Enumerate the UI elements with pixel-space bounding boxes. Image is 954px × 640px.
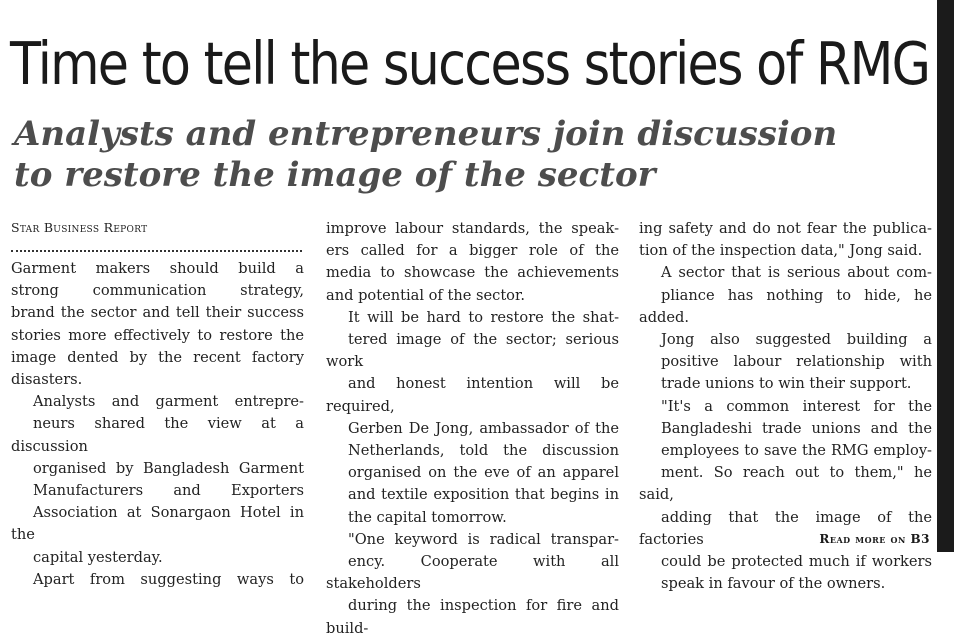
text-line: It will be hard to restore the shat-	[348, 308, 619, 326]
text-line: image dented by the recent factory	[11, 348, 304, 366]
text-line: positive labour relationship with	[661, 353, 932, 371]
text-line: and honest intention will be required,	[326, 375, 619, 415]
text-line: ing safety and do not fear the publica-	[639, 220, 932, 237]
text-line: strong communication strategy,	[11, 282, 304, 300]
text-line: speak in favour of the owners.	[661, 575, 886, 593]
article-column-2	[326, 218, 619, 640]
text-line: organised on the eve of an apparel	[348, 464, 619, 482]
text-line: could be protected much if workers	[661, 553, 932, 571]
text-line: disasters.	[11, 371, 83, 389]
text-line: ers called for a bigger role of the	[326, 242, 619, 260]
paragraph	[326, 529, 619, 640]
text-line: Analysts and garment entrepre-	[33, 393, 304, 411]
text-line: capital yesterday.	[33, 548, 163, 566]
text-line: pliance has nothing to hide, he added.	[639, 286, 932, 326]
page-edge-bar	[937, 0, 954, 552]
text-line: Apart from suggesting ways to	[33, 570, 304, 588]
text-line: tered image of the sector; serious work	[326, 331, 619, 371]
paragraph	[11, 569, 304, 591]
text-line: trade unions to win their support.	[661, 375, 912, 393]
text-line: organised by Bangladesh Garment	[33, 459, 304, 477]
text-line: tion of the inspection data," Jong said.	[639, 242, 923, 260]
subheadline-line-1: Analysts and entrepreneurs join discussion	[14, 114, 838, 154]
text-line: Garment makers should build a	[11, 260, 304, 277]
headline: Time to tell the success stories of RMG	[10, 29, 930, 98]
paragraph	[326, 307, 619, 529]
text-line: and textile exposition that begins in	[348, 486, 619, 504]
text-line: adding that the image of the factories	[639, 508, 932, 548]
text-line: Gerben De Jong, ambassador of the	[348, 419, 619, 437]
text-line: Jong also suggested building a	[661, 331, 932, 349]
text-line: ment. So reach out to them," he said,	[639, 464, 932, 504]
article-column-1	[11, 218, 304, 591]
paragraph	[11, 258, 304, 391]
text-line: during the inspection for fire and build-	[326, 597, 619, 637]
subheadline-line-2: to restore the image of the sector	[14, 155, 656, 195]
text-line: and potential of the sector.	[326, 286, 525, 304]
text-line: A sector that is serious about com-	[661, 264, 932, 282]
text-line: ency. Cooperate with all stakeholders	[326, 553, 619, 593]
read-more-link[interactable]: Read more on B3	[819, 532, 930, 546]
text-line: Bangladeshi trade unions and the	[661, 419, 932, 437]
paragraph	[326, 218, 619, 307]
paragraph	[11, 391, 304, 569]
text-line: media to showcase the achievements	[326, 264, 619, 282]
paragraph	[639, 396, 932, 596]
subheadline	[14, 114, 837, 196]
text-line: neurs shared the view at a discussion	[11, 415, 304, 455]
text-line: employees to save the RMG employ-	[661, 442, 932, 460]
text-line: Manufacturers and Exporters	[33, 482, 304, 500]
text-line: brand the sector and tell their success	[11, 304, 304, 322]
text-line: improve labour standards, the speak-	[326, 220, 619, 237]
text-line: stories more effectively to restore the	[11, 326, 304, 344]
text-line: Association at Sonargaon Hotel in the	[11, 504, 304, 544]
text-line: the capital tomorrow.	[348, 508, 507, 526]
byline-divider	[11, 238, 302, 252]
paragraph	[639, 218, 932, 262]
byline: Star Business Report	[11, 220, 148, 235]
text-line: "One keyword is radical transpar-	[348, 530, 619, 548]
paragraph	[639, 329, 932, 396]
text-line: "It's a common interest for the	[661, 397, 932, 415]
paragraph	[639, 262, 932, 329]
text-line: Netherlands, told the discussion	[348, 442, 619, 460]
